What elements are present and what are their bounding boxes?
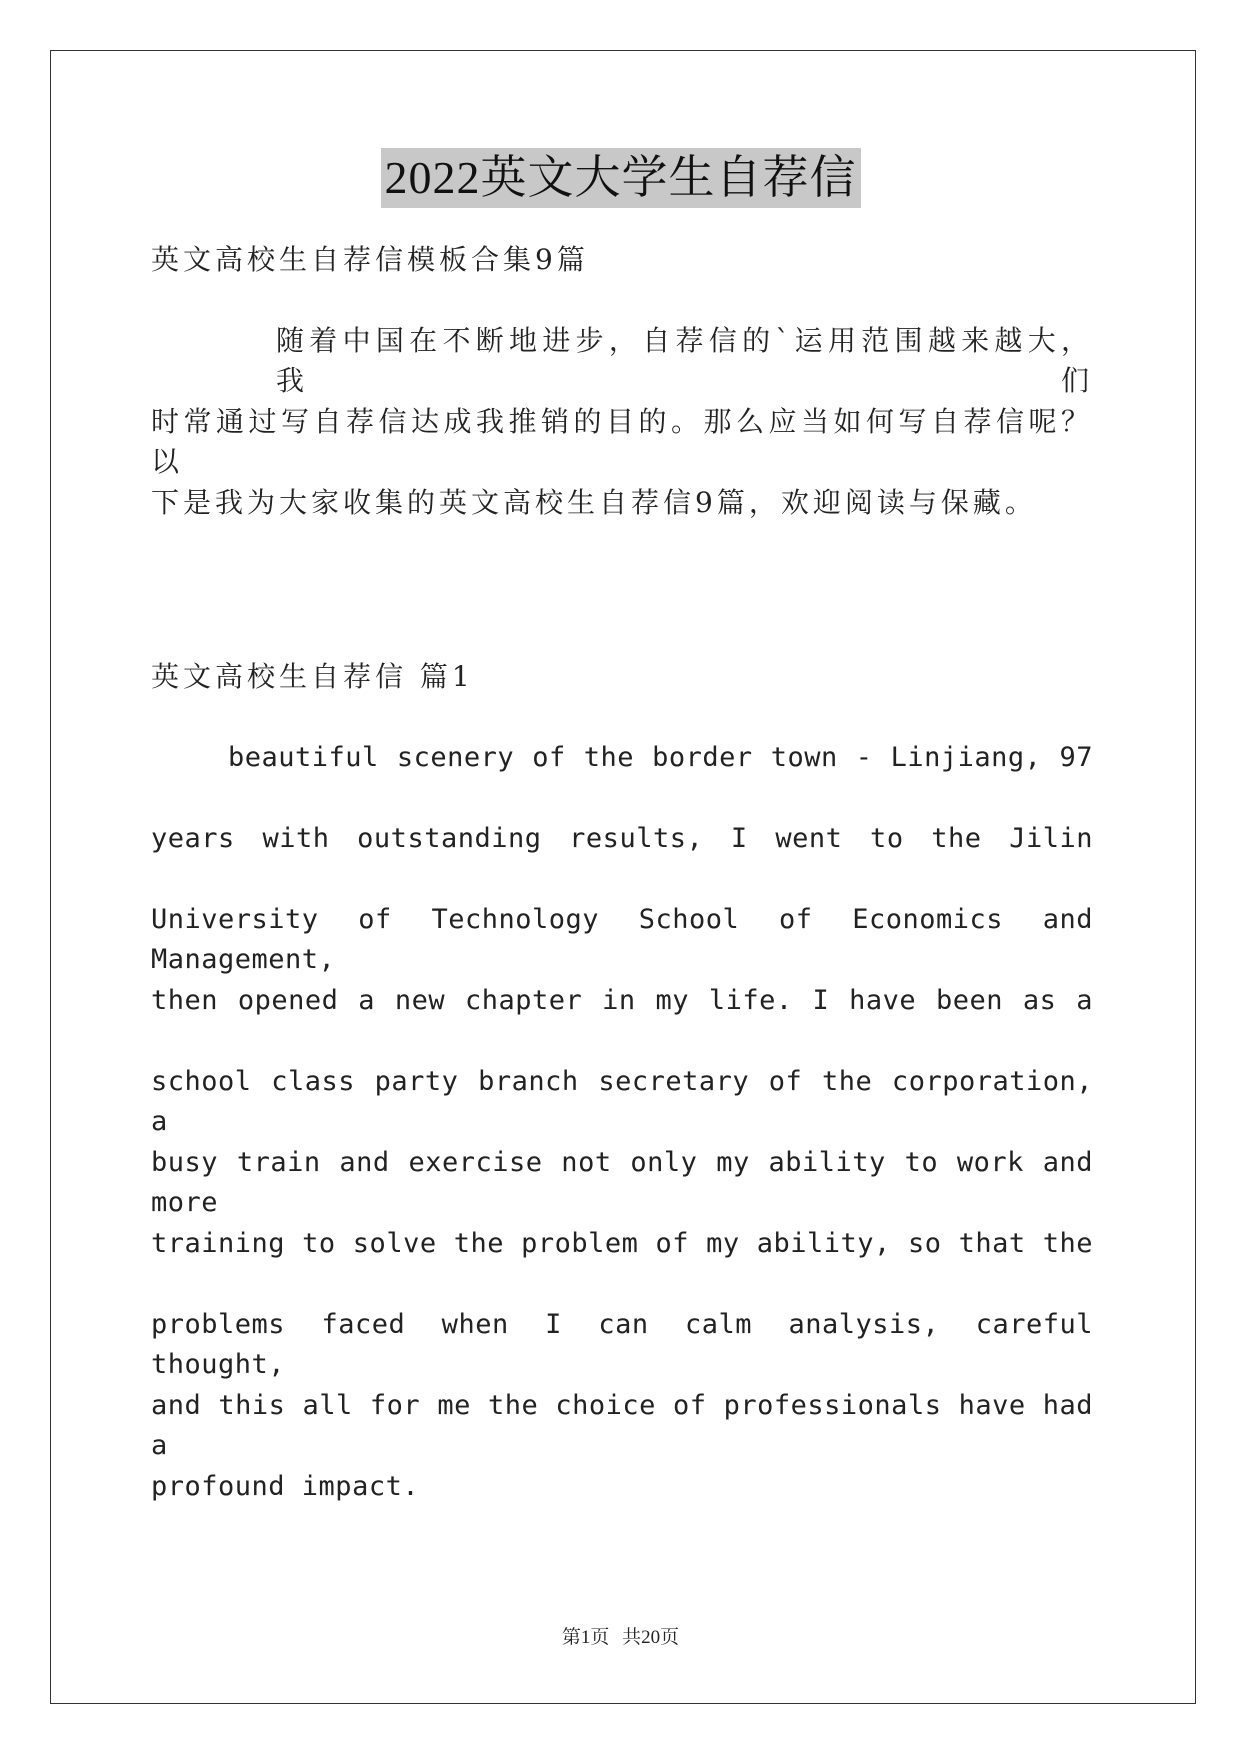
body-line-5: school class party branch secretary of the corporation, a (151, 1066, 1093, 1137)
body-line-7: training to solve the problem of my ability, so that the (151, 1228, 1093, 1259)
intro-line-2: 时常通过写自荐信达成我推销的目的。那么应当如何写自荐信呢？以 (151, 405, 1093, 478)
body-line-2: years with outstanding results, I went to the Jilin (151, 823, 1093, 854)
body-line-10: profound impact. (151, 1471, 420, 1502)
body-line-8: problems faced when I can calm analysis, careful thought, (151, 1309, 1093, 1380)
subtitle: 英文高校生自荐信模板合集9篇 (151, 243, 589, 276)
intro-line-3: 下是我为大家收集的英文高校生自荐信9篇，欢迎阅读与保藏。 (151, 486, 1037, 519)
document-title: 2022英文大学生自荐信 (381, 148, 861, 208)
page-total: 共20页 (622, 1627, 680, 1648)
page-number: 第1页 (561, 1627, 610, 1648)
body-line-3: University of Technology School of Economics and Management, (151, 904, 1093, 975)
title-container (0, 148, 1241, 208)
body-line-9: and this all for me the choice of professionals have had a (151, 1390, 1093, 1461)
page-border (50, 50, 1196, 1704)
page-footer (0, 1622, 1241, 1649)
section-heading: 英文高校生自荐信 篇1 (151, 660, 474, 693)
body-line-1: beautiful scenery of the border town - Linjiang, 97 (228, 742, 1093, 773)
body-line-6: busy train and exercise not only my ability to work and more (151, 1147, 1093, 1218)
intro-line-1: 随着中国在不断地进步，自荐信的`运用范围越来越大，我们 (276, 324, 1093, 397)
body-line-4: then opened a new chapter in my life. I have been as a (151, 985, 1093, 1016)
